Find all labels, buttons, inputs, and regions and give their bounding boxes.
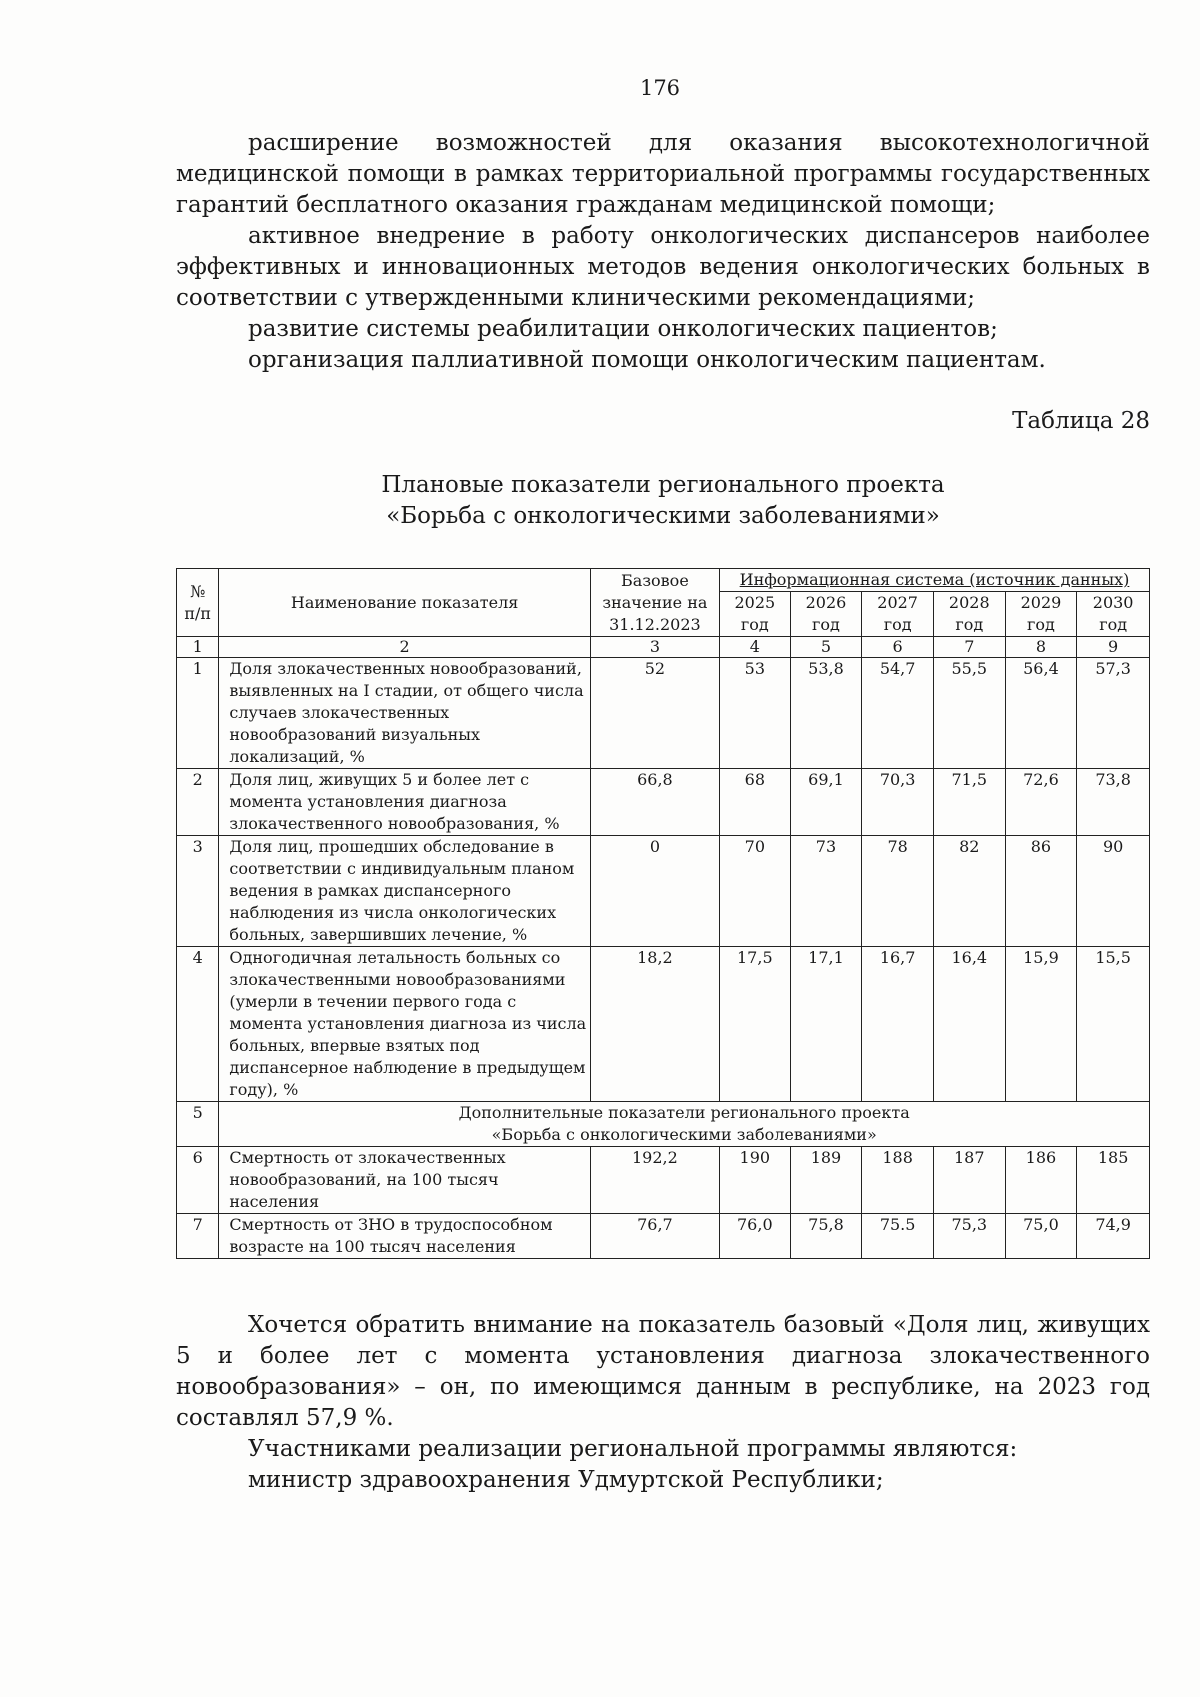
- row-value: 15,5: [1077, 947, 1150, 1102]
- column-number-row: [177, 637, 1150, 658]
- row-num: 3: [177, 836, 219, 947]
- row-value: 75,3: [933, 1214, 1005, 1259]
- row-value: 70: [720, 836, 791, 947]
- section-row: [177, 1102, 1150, 1147]
- header-year: 2029 год: [1005, 592, 1077, 637]
- row-base: 192,2: [590, 1147, 719, 1214]
- paragraph: активное внедрение в работу онкологических диспансеров наиболее эффективных и инновационных методов ведения онкологических больных в соответствии с утвержденными клиническими рекомендациями;: [176, 223, 1150, 311]
- row-value: 16,7: [862, 947, 934, 1102]
- row-value: 75.5: [862, 1214, 934, 1259]
- row-name: Доля лиц, прошедших обследование в соответствии с индивидуальным планом ведения в рамках диспансерного наблюдения из числа онкологических больных, завершивших лечение, %: [219, 836, 590, 947]
- header-source: Информационная система (источник данных): [720, 569, 1150, 592]
- header-year: 2025 год: [720, 592, 791, 637]
- column-number: 1: [177, 637, 219, 658]
- row-value: 72,6: [1005, 769, 1077, 836]
- row-name: Смертность от злокачественных новообразований, на 100 тысяч населения: [219, 1147, 590, 1214]
- table-row: [177, 947, 1150, 1102]
- section-title-line: Дополнительные показатели регионального проекта: [458, 1103, 910, 1122]
- column-number: 4: [720, 637, 791, 658]
- page-number: 176: [639, 76, 681, 100]
- header-year: 2028 год: [933, 592, 1005, 637]
- column-number: 6: [862, 637, 934, 658]
- row-name: Доля злокачественных новообразований, выявленных на I стадии, от общего числа случаев злокачественных новообразований визуальных локализаций, %: [219, 658, 590, 769]
- header-year: 2026 год: [790, 592, 862, 637]
- row-value: 54,7: [862, 658, 934, 769]
- table-header-row: [177, 569, 1150, 592]
- row-base: 52: [590, 658, 719, 769]
- row-name: Одногодичная летальность больных со злокачественными новообразованиями (умерли в течении первого года с момента установления диагноза из числа больных, впервые взятых под диспансерное наблюдение в предыдущем году), %: [219, 947, 590, 1102]
- section-title: [219, 1102, 1150, 1147]
- row-value: 86: [1005, 836, 1077, 947]
- row-value: 70,3: [862, 769, 934, 836]
- table-title-line: Плановые показатели регионального проекта: [381, 472, 945, 498]
- row-value: 56,4: [1005, 658, 1077, 769]
- row-name: Смертность от ЗНО в трудоспособном возрасте на 100 тысяч населения: [219, 1214, 590, 1259]
- closing-text: [176, 1310, 1150, 1496]
- paragraph: Хочется обратить внимание на показатель базовый «Доля лиц, живущих 5 и более лет с момента установления диагноза злокачественного новообразования» – он, по имеющимся данным в республике, на 2023 год составлял 57,9 %.: [176, 1312, 1150, 1431]
- column-number: 5: [790, 637, 862, 658]
- row-value: 190: [720, 1147, 791, 1214]
- row-value: 187: [933, 1147, 1005, 1214]
- row-value: 71,5: [933, 769, 1005, 836]
- header-year: 2027 год: [862, 592, 934, 637]
- table-title: [176, 470, 1150, 532]
- column-number: 2: [219, 637, 590, 658]
- row-value: 53: [720, 658, 791, 769]
- header-year: 2030 год: [1077, 592, 1150, 637]
- column-number: 8: [1005, 637, 1077, 658]
- row-value: 17,5: [720, 947, 791, 1102]
- row-value: 188: [862, 1147, 934, 1214]
- table-row: [177, 836, 1150, 947]
- row-num: 2: [177, 769, 219, 836]
- paragraph: Участниками реализации региональной программы являются:: [248, 1436, 1018, 1462]
- row-value: 15,9: [1005, 947, 1077, 1102]
- row-value: 189: [790, 1147, 862, 1214]
- row-value: 186: [1005, 1147, 1077, 1214]
- row-value: 78: [862, 836, 934, 947]
- row-value: 75,8: [790, 1214, 862, 1259]
- row-value: 185: [1077, 1147, 1150, 1214]
- table-row: [177, 1214, 1150, 1259]
- paragraph: расширение возможностей для оказания высокотехнологичной медицинской помощи в рамках территориальной программы государственных гарантий бесплатного оказания гражданам медицинской помощи;: [176, 130, 1150, 218]
- row-value: 73,8: [1077, 769, 1150, 836]
- table-title-line: «Борьба с онкологическими заболеваниями»: [386, 503, 940, 529]
- column-number: 9: [1077, 637, 1150, 658]
- row-num: 7: [177, 1214, 219, 1259]
- row-value: 17,1: [790, 947, 862, 1102]
- paragraph: министр здравоохранения Удмуртской Республики;: [248, 1467, 884, 1493]
- row-value: 57,3: [1077, 658, 1150, 769]
- header-num: № п/п: [177, 569, 219, 637]
- table-label: Таблица 28: [1012, 408, 1150, 434]
- row-value: 90: [1077, 836, 1150, 947]
- row-value: 82: [933, 836, 1005, 947]
- row-value: 53,8: [790, 658, 862, 769]
- column-number: 7: [933, 637, 1005, 658]
- row-base: 18,2: [590, 947, 719, 1102]
- row-num: 4: [177, 947, 219, 1102]
- header-name: Наименование показателя: [219, 569, 590, 637]
- row-num: 5: [177, 1102, 219, 1147]
- table-row: [177, 658, 1150, 769]
- row-num: 6: [177, 1147, 219, 1214]
- row-num: 1: [177, 658, 219, 769]
- intro-text: [176, 128, 1150, 376]
- paragraph: развитие системы реабилитации онкологических пациентов;: [248, 316, 998, 342]
- row-value: 68: [720, 769, 791, 836]
- indicators-table: [176, 568, 1150, 1259]
- row-value: 55,5: [933, 658, 1005, 769]
- row-base: 76,7: [590, 1214, 719, 1259]
- row-base: 0: [590, 836, 719, 947]
- section-title-line: «Борьба с онкологическими заболеваниями»: [491, 1125, 877, 1144]
- row-value: 74,9: [1077, 1214, 1150, 1259]
- table-row: [177, 1147, 1150, 1214]
- table-row: [177, 769, 1150, 836]
- row-value: 69,1: [790, 769, 862, 836]
- row-base: 66,8: [590, 769, 719, 836]
- column-number: 3: [590, 637, 719, 658]
- row-value: 75,0: [1005, 1214, 1077, 1259]
- row-value: 76,0: [720, 1214, 791, 1259]
- header-base: Базовое значение на 31.12.2023: [590, 569, 719, 637]
- paragraph: организация паллиативной помощи онкологическим пациентам.: [248, 347, 1046, 373]
- row-value: 16,4: [933, 947, 1005, 1102]
- row-name: Доля лиц, живущих 5 и более лет с момента установления диагноза злокачественного новообразования, %: [219, 769, 590, 836]
- row-value: 73: [790, 836, 862, 947]
